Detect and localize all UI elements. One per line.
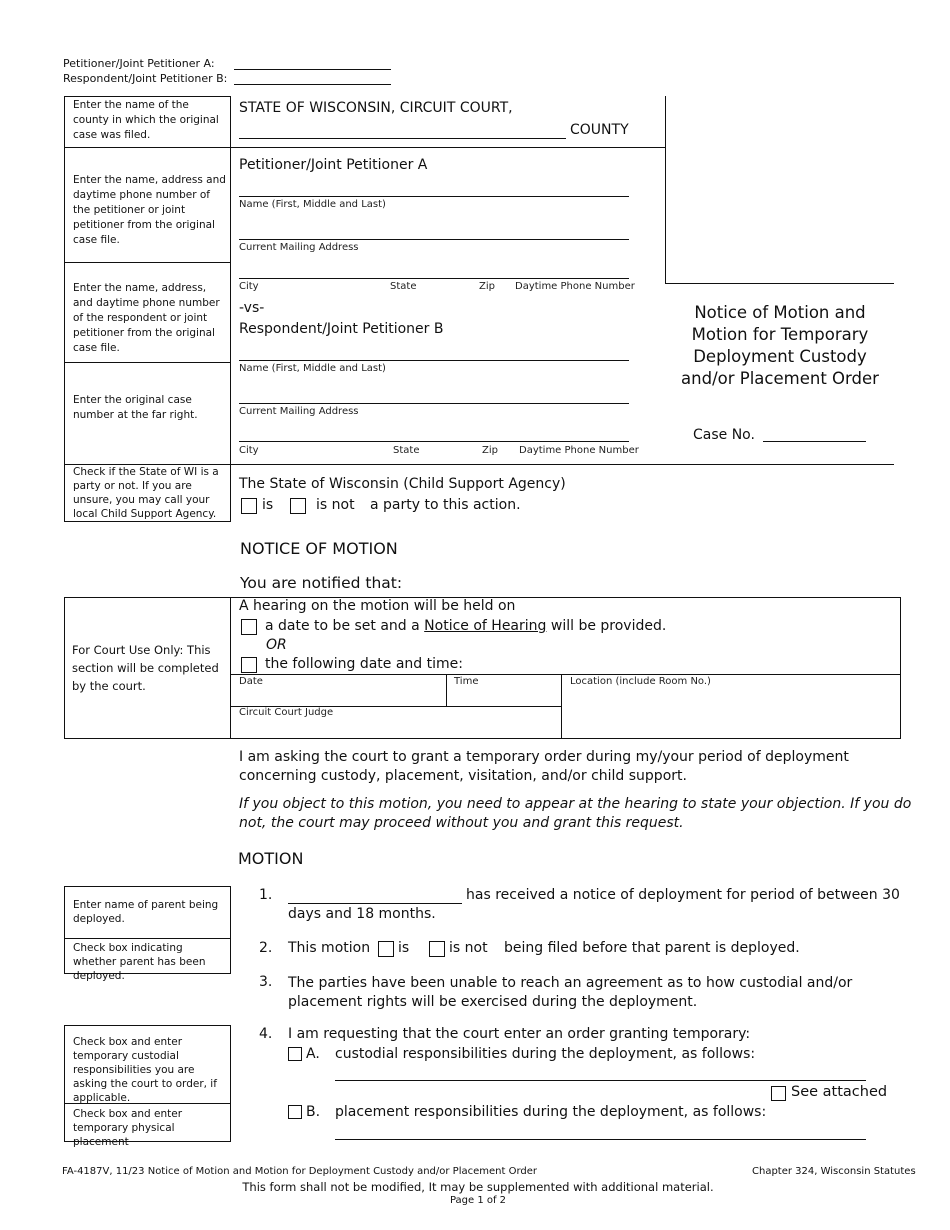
item2-text: This motion	[288, 940, 371, 956]
notice-of-hearing-link: Notice of Hearing	[424, 618, 547, 634]
state-party-tail: a party to this action.	[370, 497, 521, 513]
placement-letter: B.	[306, 1104, 321, 1120]
county-label: COUNTY	[570, 122, 629, 138]
or-label: OR	[266, 637, 287, 653]
location-label: Location (include Room No.)	[570, 676, 711, 687]
request-paragraph: I am asking the court to grant a temporary order during my/your period of deployment concerning custody, placement, visitation, and/or child support.	[239, 749, 849, 784]
petitioner-name-label: Name (First, Middle and Last)	[239, 199, 386, 210]
instruction-respondent: Enter the name, address, and daytime phone number of the respondent or joint petitioner from the original case file.	[73, 282, 220, 354]
case-no-field[interactable]	[763, 441, 866, 442]
item4-text: I am requesting that the court enter an order granting temporary:	[288, 1026, 751, 1042]
petitioner-zip-label: Zip	[479, 281, 495, 292]
date-to-be-set-checkbox[interactable]	[241, 619, 257, 635]
state-party-heading: The State of Wisconsin (Child Support Agency)	[239, 476, 566, 492]
item2-number: 2.	[259, 940, 273, 956]
item3-text: The parties have been unable to reach an agreement as to how custodial and/or placement rights will be exercised during the deployment.	[288, 975, 853, 1010]
see-attached-label: See attached	[791, 1084, 888, 1100]
item1-text-cont: days and 18 months.	[288, 906, 436, 922]
versus-label: -vs-	[239, 300, 265, 316]
notice-heading: NOTICE OF MOTION	[240, 539, 398, 558]
case-no-label: Case No.	[693, 427, 755, 443]
instruction-case-number: Enter the original case number at the far right.	[73, 394, 198, 421]
state-is-not-label: is not	[316, 497, 355, 513]
form-title: Notice of Motion and Motion for Temporary Deployment Custody and/or Placement Order	[681, 303, 879, 388]
placement-field[interactable]	[335, 1139, 866, 1140]
footer-form-id: FA-4187V, 11/23 Notice of Motion and Motion for Deployment Custody and/or Placement Order	[62, 1166, 538, 1177]
footer-notice: This form shall not be modified, It may be supplemented with additional material.	[242, 1180, 714, 1194]
respondent-header-label: Respondent/Joint Petitioner B:	[63, 72, 228, 85]
judge-label: Circuit Court Judge	[239, 707, 334, 718]
instruction-deployed-check: Check box indicating whether parent has been deployed.	[73, 942, 206, 982]
respondent-heading: Respondent/Joint Petitioner B	[239, 321, 444, 337]
item3-number: 3.	[259, 974, 273, 990]
petitioner-city-label: City	[239, 281, 259, 292]
petitioner-name-field[interactable]	[239, 196, 629, 197]
instruction-county: Enter the name of the county in which the original case was filed.	[73, 99, 219, 141]
respondent-state-label: State	[393, 445, 420, 456]
item4-number: 4.	[259, 1026, 273, 1042]
date-label: Date	[239, 676, 263, 687]
county-field[interactable]	[239, 138, 566, 139]
respondent-header-field[interactable]	[234, 84, 391, 85]
date-to-be-set-label: a date to be set and a Notice of Hearing will be provided.	[265, 618, 667, 634]
instruction-petitioner: Enter the name, address and daytime phone number of the petitioner or joint petitioner from the original case file.	[73, 174, 226, 246]
time-label: Time	[454, 676, 479, 687]
motion-heading: MOTION	[238, 849, 304, 868]
see-attached-checkbox[interactable]	[771, 1086, 786, 1101]
following-date-checkbox[interactable]	[241, 657, 257, 673]
custodial-letter: A.	[306, 1046, 320, 1062]
custodial-field[interactable]	[335, 1080, 866, 1081]
state-is-not-checkbox[interactable]	[290, 498, 306, 514]
respondent-address-label: Current Mailing Address	[239, 406, 359, 417]
petitioner-header-label: Petitioner/Joint Petitioner A:	[63, 57, 215, 70]
state-court-label: STATE OF WISCONSIN, CIRCUIT COURT,	[239, 100, 513, 116]
petitioner-city-field[interactable]	[239, 278, 629, 279]
instruction-state-party: Check if the State of WI is a party or not. If you are unsure, you may call your local Child Support Agency.	[73, 466, 219, 520]
petitioner-heading: Petitioner/Joint Petitioner A	[239, 157, 428, 173]
respondent-phone-label: Daytime Phone Number	[519, 445, 639, 456]
motion-is-label: is	[398, 940, 410, 956]
following-date-label: the following date and time:	[265, 656, 463, 672]
state-is-label: is	[262, 497, 274, 513]
motion-is-not-checkbox[interactable]	[429, 941, 445, 957]
respondent-zip-label: Zip	[482, 445, 498, 456]
motion-is-not-label: is not	[449, 940, 488, 956]
respondent-city-label: City	[239, 445, 259, 456]
state-is-checkbox[interactable]	[241, 498, 257, 514]
item1-text: has received a notice of deployment for period of between 30	[466, 887, 900, 903]
placement-text: placement responsibilities during the deployment, as follows:	[335, 1104, 767, 1120]
instruction-placement: Check box and enter temporary physical placement	[73, 1108, 183, 1148]
petitioner-header-field[interactable]	[234, 69, 391, 70]
custodial-text: custodial responsibilities during the deployment, as follows:	[335, 1046, 756, 1062]
footer-statute: Chapter 324, Wisconsin Statutes	[752, 1166, 916, 1177]
respondent-city-field[interactable]	[239, 441, 629, 442]
placement-checkbox[interactable]	[288, 1105, 302, 1119]
item2-tail: being filed before that parent is deployed.	[504, 940, 800, 956]
petitioner-address-label: Current Mailing Address	[239, 242, 359, 253]
respondent-name-label: Name (First, Middle and Last)	[239, 363, 386, 374]
instruction-parent-name: Enter name of parent being deployed.	[73, 899, 219, 925]
respondent-address-field[interactable]	[239, 403, 629, 404]
petitioner-address-field[interactable]	[239, 239, 629, 240]
deployed-parent-field[interactable]	[288, 903, 462, 904]
instruction-custodial: Check box and enter temporary custodial responsibilities you are asking the court to order, if applicable.	[73, 1036, 217, 1104]
custodial-checkbox[interactable]	[288, 1047, 302, 1061]
respondent-name-field[interactable]	[239, 360, 629, 361]
notified-label: You are notified that:	[240, 574, 403, 592]
petitioner-state-label: State	[390, 281, 417, 292]
motion-is-checkbox[interactable]	[378, 941, 394, 957]
petitioner-phone-label: Daytime Phone Number	[515, 281, 635, 292]
hearing-label: A hearing on the motion will be held on	[239, 598, 516, 614]
instruction-court-use: For Court Use Only: This section will be completed by the court.	[72, 643, 219, 693]
footer-page: Page 1 of 2	[449, 1195, 507, 1206]
item1-number: 1.	[259, 887, 273, 903]
objection-paragraph: If you object to this motion, you need to appear at the hearing to state your objection. If you do not, the court may proceed without you and grant this request.	[239, 796, 912, 831]
